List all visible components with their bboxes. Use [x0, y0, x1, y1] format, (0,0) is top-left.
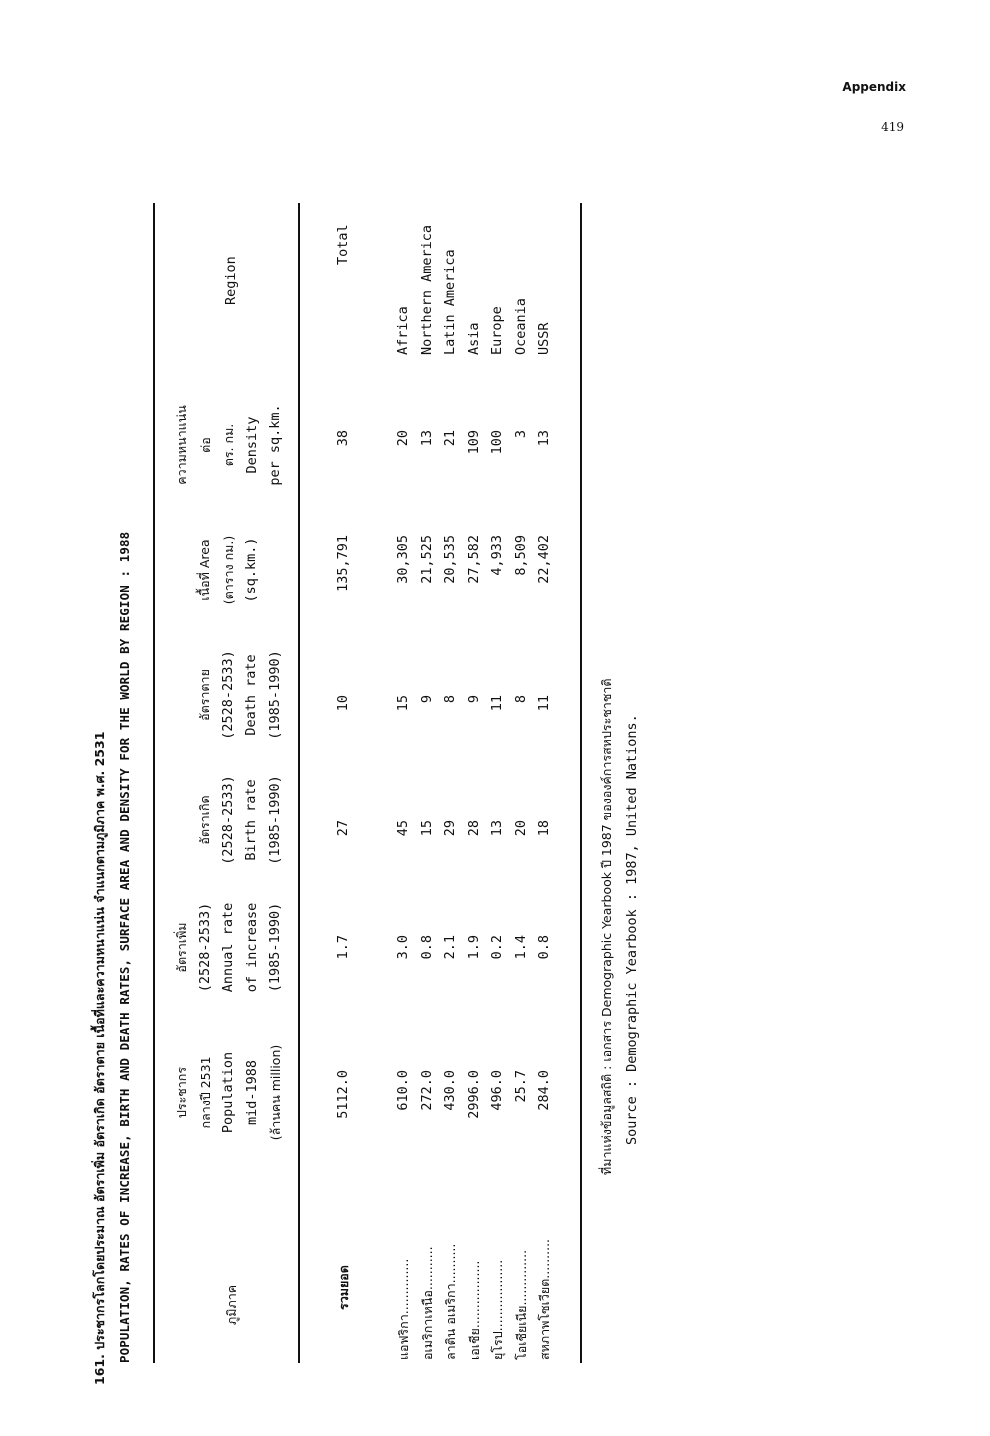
- header-annual-rate: อัตราเพิ่ม (2528-2533) Annual rate of increase (1985-1990): [174, 902, 283, 993]
- header-density: ความหนาแน่น ต่อ ตร. กม. Density per sq.km.: [174, 404, 283, 486]
- cell-annual-rate: 0.2: [489, 935, 505, 960]
- rotated-table-block: [90, 175, 650, 1385]
- cell-area: 27,582: [465, 535, 482, 584]
- top-rule: [153, 203, 155, 1363]
- cell-density: 21: [442, 430, 458, 447]
- row-label-english: Europe: [489, 306, 505, 355]
- header-population: ประชากร กลางปี 2531 Population mid-1988 (ล้านคน million): [174, 1044, 283, 1141]
- source-thai: ที่มาแห่งข้อมูลสถิติ : เอกสาร Demographic Yearbook ปี 1987 ขององค์การสหประชาชาติ: [599, 678, 614, 1175]
- row-label-thai: ยุโรป..................: [490, 1259, 505, 1360]
- cell-death-rate: 9: [418, 695, 435, 704]
- row-label-thai: โอเชียเนีย..............: [513, 1249, 529, 1360]
- cell-density: 109: [465, 430, 482, 455]
- header-region-english: Region: [223, 256, 239, 305]
- total-area: 135,791: [335, 535, 351, 592]
- cell-birth-rate: 20: [512, 820, 529, 837]
- cell-area: 22,402: [536, 535, 552, 584]
- row-label-english: Latin America: [442, 249, 458, 355]
- total-density: 38: [335, 430, 351, 447]
- cell-population: 25.7: [512, 1070, 529, 1103]
- cell-death-rate: 11: [536, 695, 552, 712]
- cell-population: 610.0: [395, 1070, 411, 1111]
- cell-population: 2996.0: [465, 1070, 482, 1119]
- row-label-english: Oceania: [512, 298, 529, 355]
- cell-birth-rate: 15: [418, 820, 435, 837]
- cell-birth-rate: 18: [536, 820, 552, 837]
- cell-annual-rate: 2.1: [442, 935, 458, 960]
- total-death-rate: 10: [335, 695, 351, 712]
- header-death-rate: อัตราตาย (2528-2533) Death rate (1985-1990): [197, 650, 283, 740]
- bottom-rule: [580, 203, 582, 1363]
- appendix-label: Appendix: [842, 80, 906, 94]
- row-label-thai: สหภาพโซเวียต..........: [537, 1238, 552, 1360]
- cell-density: 13: [418, 430, 435, 447]
- row-label-thai: อเมริกาเหนือ...........: [419, 1246, 435, 1360]
- cell-birth-rate: 28: [465, 820, 482, 837]
- cell-population: 496.0: [489, 1070, 505, 1111]
- cell-birth-rate: 13: [489, 820, 505, 837]
- cell-area: 21,525: [418, 535, 435, 584]
- total-label-english: Total: [335, 224, 351, 265]
- source-english: Source : Demographic Yearbook : 1987, United Nations.: [624, 714, 640, 1145]
- cell-birth-rate: 29: [442, 820, 458, 837]
- cell-population: 430.0: [442, 1070, 458, 1111]
- cell-annual-rate: 1.9: [465, 935, 482, 960]
- row-label-thai: เอเชีย.................: [466, 1260, 482, 1360]
- cell-area: 8,509: [512, 535, 529, 576]
- cell-population: 272.0: [418, 1070, 435, 1111]
- table-title-english: POPULATION, RATES OF INCREASE, BIRTH AND DEATH RATES, SURFACE AREA AND DENSITY FOR THE WORLD BY REGION : 1988: [117, 531, 132, 1363]
- row-label-english: USSR: [536, 322, 552, 355]
- cell-death-rate: 8: [442, 695, 458, 704]
- row-label-english: Asia: [465, 322, 482, 355]
- row-label-english: Northern America: [418, 224, 435, 355]
- cell-density: 100: [489, 430, 505, 455]
- table-title-thai: 161. ประชากรโลกโดยประมาณ อัตราเพิ่ม อัตราเกิด อัตราตาย เนื้อที่และความหนาแน่น จำแนกตามภูมิภาค พ.ศ. 2531: [92, 731, 107, 1385]
- cell-area: 20,535: [442, 535, 458, 584]
- cell-density: 13: [536, 430, 552, 447]
- cell-area: 4,933: [489, 535, 505, 576]
- cell-annual-rate: 3.0: [395, 935, 411, 960]
- row-label-english: Africa: [395, 306, 411, 355]
- cell-death-rate: 8: [512, 695, 529, 704]
- cell-annual-rate: 0.8: [418, 935, 435, 960]
- header-birth-rate: อัตราเกิด (2528-2533) Birth rate (1985-1990): [197, 775, 283, 865]
- cell-annual-rate: 0.8: [536, 935, 552, 960]
- cell-death-rate: 11: [489, 695, 505, 712]
- cell-death-rate: 15: [395, 695, 411, 712]
- cell-area: 30,305: [395, 535, 411, 584]
- cell-death-rate: 9: [465, 695, 482, 704]
- total-label-thai: รวมยอด: [336, 1265, 351, 1310]
- cell-birth-rate: 45: [395, 820, 411, 837]
- header-area: เนื้อที่ Area (ตาราง กม.) (sq.km.): [197, 535, 259, 605]
- cell-population: 284.0: [536, 1070, 552, 1111]
- total-birth-rate: 27: [335, 820, 351, 837]
- header-region-thai: ภูมิภาค: [224, 1284, 239, 1325]
- row-label-thai: แอฟริกา..............: [396, 1258, 411, 1360]
- cell-density: 3: [512, 430, 529, 439]
- page-number: 419: [881, 120, 904, 134]
- cell-annual-rate: 1.4: [512, 935, 529, 960]
- row-label-thai: ลาติน อเมริกา..........: [443, 1243, 458, 1360]
- total-population: 5112.0: [335, 1070, 351, 1119]
- cell-density: 20: [395, 430, 411, 447]
- total-annual-rate: 1.7: [335, 935, 351, 960]
- header-rule: [298, 203, 300, 1363]
